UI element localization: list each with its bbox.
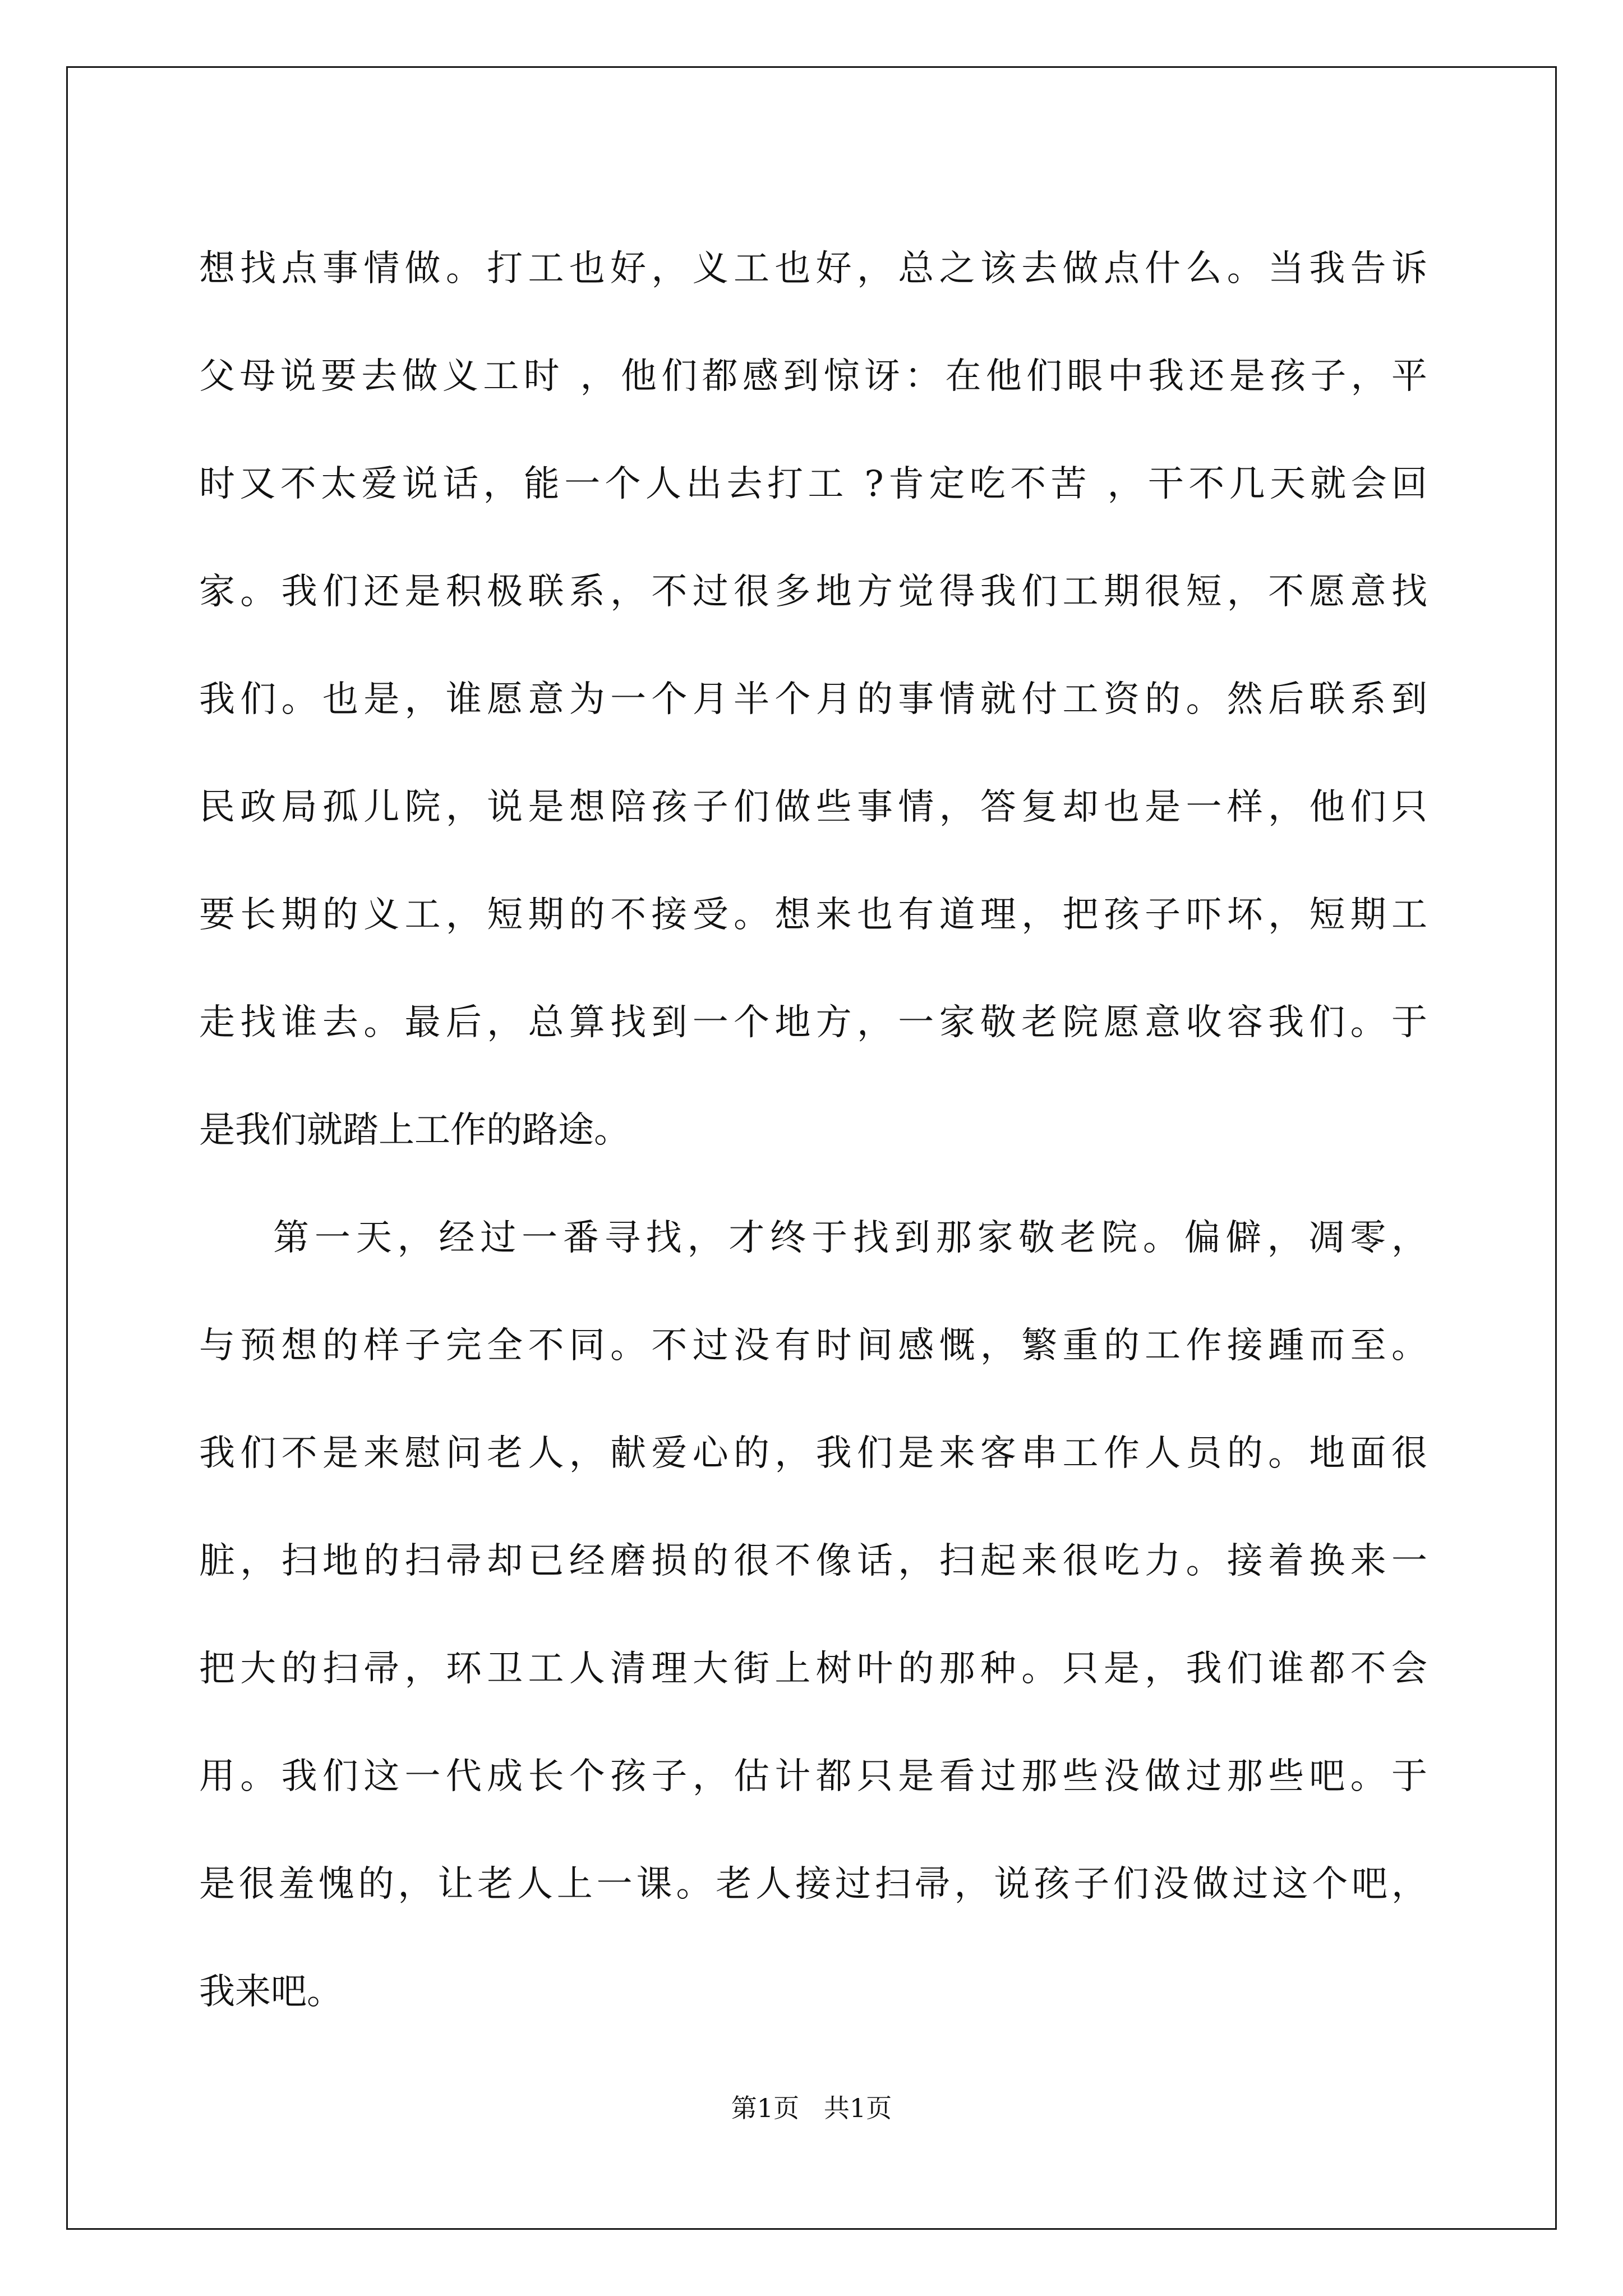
text-line: 想找点事情做。打工也好，义工也好，总之该去做点什么。当我告诉 [199,248,1427,289]
text-line: 脏，扫地的扫帚却已经磨损的很不像话，扫起来很吃力。接着换来一 [199,1540,1427,1582]
text-line: 走找谁去。最后，总算找到一个地方，一家敬老院愿意收容我们。于 [199,1002,1427,1043]
text-line: 是很羞愧的，让老人上一课。老人接过扫帚，说孩子们没做过这个吧， [199,1864,1427,1905]
text-line: 我来吧。 [199,1971,343,2013]
paragraph-1 [199,215,1427,1184]
text-line: 我们不是来慰问老人，献爱心的，我们是来客串工作人员的。地面很 [199,1433,1427,1474]
text-line: 我们。也是，谁愿意为一个月半个月的事情就付工资的。然后联系到 [199,679,1427,720]
page-number-footer: 第1页 共1页 [731,2093,892,2123]
text-line: 是我们就踏上工作的路途。 [199,1110,630,1151]
paragraph-2 [199,1184,1427,2046]
text-line: 家。我们还是积极联系，不过很多地方觉得我们工期很短，不愿意找 [199,571,1427,613]
text-line: 父母说要去做义工时 ，他们都感到惊讶：在他们眼中我还是孩子，平 [199,356,1427,397]
text-line: 民政局孤儿院，说是想陪孩子们做些事情，答复却也是一样，他们只 [199,786,1427,828]
document-body [199,215,1427,2046]
text-line: 第一天，经过一番寻找，才终于找到那家敬老院。偏僻，凋零， [273,1217,1427,1259]
text-line: 要长期的义工，短期的不接受。想来也有道理，把孩子吓坏，短期工 [199,894,1427,936]
text-line: 与预想的样子完全不同。不过没有时间感慨，繁重的工作接踵而至。 [199,1325,1427,1366]
text-line: 用。我们这一代成长个孩子，估计都只是看过那些没做过那些吧。于 [199,1756,1427,1797]
text-line: 时又不太爱说话，能一个人出去打工 ?肯定吃不苦 ，干不几天就会回 [199,463,1427,505]
text-line: 把大的扫帚，环卫工人清理大街上树叶的那种。只是，我们谁都不会 [199,1648,1427,1690]
